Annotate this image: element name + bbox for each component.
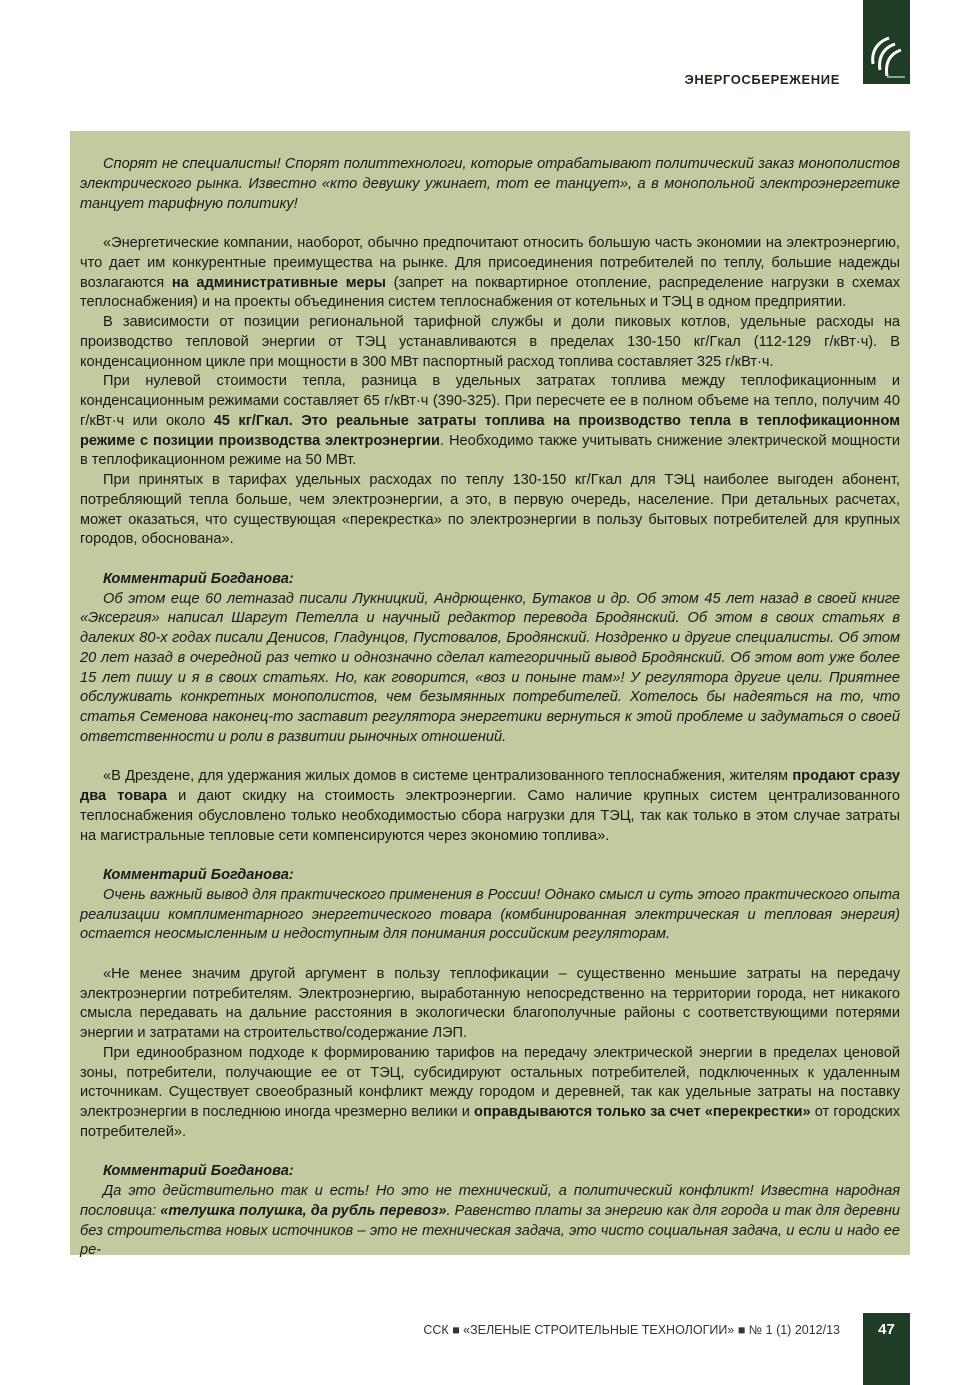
bold-text: на административные меры — [171, 274, 387, 291]
bold-text: «телушка полушка, да рубль перевоз» — [160, 1202, 447, 1219]
comment-heading — [80, 570, 900, 590]
text: . Равенство платы за энергию как для города и так для деревни без строительства новых источников – это не техническая задача, это чисто социальная задача, и если и надо ее ре- — [80, 1202, 900, 1259]
text: Спорят не специалисты! Спорят политтехнологи, которые отрабатывают политический заказ монополистов электрического рынка. Известно «кто девушку ужинает, тот ее танцует», а в монопольной электроэнергетике танцует тарифную политику! — [80, 156, 900, 212]
text: Очень важный вывод для практического применения в России! Однако смысл и суть этого практического опыта реализации комплиментарного энергетического товара (комбинированная электрическая и тепловая энергия) остается неосмысленным и недоступным для понимания российским регуляторам. — [80, 886, 900, 943]
comment-heading — [80, 1162, 900, 1182]
text: «В Дрездене, для удержания жилых домов в системе централизованного теплоснабжения, жителям — [103, 768, 793, 785]
text: «Не менее значим другой аргумент в пользу теплофикации – существенно меньшие затраты на передачу электроэнергии потребителям. Электроэнергию, выработанную непосредственно на территории города, нет никакого смысла передавать на дальние расстояния в экологически благополучные районы с соответствующими потерями энергии и затратами на строительство/содержание ЛЭП. — [80, 965, 900, 1041]
text: Да это действительно так и есть! Но это не технический, а политический конфликт! Известна народная пословица: — [80, 1183, 900, 1219]
header-tab — [863, 0, 910, 84]
text: В зависимости от позиции региональной тарифной службы и доли пиковых котлов, удельные расходы на производство тепловой энергии от ТЭЦ устанавливаются в пределах 130-150 кг/Гкал (112-129 г/кВт·ч). В конденсационном цикле при мощности в 300 МВт паспортный расход топлива составляет 325 г/кВт·ч. — [80, 314, 900, 370]
text: . Необходимо также учитывать снижение электрической мощности в теплофикационном режиме на 50 МВт. — [80, 432, 900, 469]
paragraph — [80, 471, 900, 550]
paragraph — [80, 155, 900, 214]
paragraph — [80, 1044, 900, 1143]
text: «Энергетические компании, наоборот, обычно предпочитают относить большую часть экономии на электроэнергию, что дает им конкурентные преимущества на рынке. Для присоединения потребителей по теплу, большие надежды возлагаются — [80, 235, 900, 291]
bold-text: продают сразу два товара — [80, 768, 900, 804]
text: При единообразном подходе к формированию тарифов на передачу электрической энергии в пределах ценовой зоны, потребители, получающие ее от ТЭЦ, субсидируют остальных потребителей, подключенных к удаленным источникам. Существует своеобразный конфликт между городом и деревней, так как удельные затраты на поставку электроэнергии в последнюю иногда чрезмерно велики и — [80, 1044, 900, 1120]
footer-journal: ССК ■ «ЗЕЛЕНЫЕ СТРОИТЕЛЬНЫЕ ТЕХНОЛОГИИ» ■ № 1 (1) 2012/13 — [423, 1323, 840, 1337]
text: от городских потребителей». — [80, 1104, 901, 1140]
text: Комментарий Богданова: — [103, 867, 294, 883]
page-number: 47 — [878, 1321, 895, 1338]
leaf-arcs-logo-icon — [869, 36, 905, 80]
paragraph — [80, 1182, 900, 1261]
page-tab — [863, 1313, 910, 1385]
article-body — [80, 155, 900, 1261]
paragraph — [80, 590, 900, 748]
comment-heading — [80, 866, 900, 886]
text: При нулевой стоимости тепла, разница в удельных затратах топлива между теплофикационным и конденсационным режимами составляет 65 г/кВт·ч (390-325). При пересчете ее в полном объеме на тепло, получим 40 г/кВт·ч или около — [80, 373, 900, 429]
text: Комментарий Богданова: — [103, 570, 294, 587]
text: и дают скидку на стоимость электроэнергии. Само наличие крупных систем централизованного теплоснабжения обусловлено только необходимостью сбора нагрузки для ТЭЦ, так как только в этом случае затраты на магистральные тепловые сети компенсируются через экономию топлива». — [80, 788, 900, 844]
bold-text: оправдываются только за счет «перекрестки» — [474, 1104, 811, 1120]
text: Комментарий Богданова: — [103, 1163, 294, 1180]
bold-text: 45 кг/Гкал. Это реальные затраты топлива на производство тепла в теплофикационном режиме с позиции производства электроэнергии — [80, 412, 901, 449]
paragraph — [80, 234, 900, 313]
text: Об этом еще 60 летназад писали Лукницкий, Андрющенко, Бутаков и др. Об этом 45 лет назад в своей книге «Эксергия» написал Шаргут Петелла и научный редактор перевода Бродянский. Об этом в своих статьях в далеких 80-х годах писали Денисов, Гладунцов, Пустовалов, Бродянский. Ноздренко и другие специалисты. Об этом 20 лет назад в очередной раз четко и однозначно сделал категоричный вывод Бродянский. Об этом вот уже более 15 лет пишу и я в своих статьях. Но, как говорится, «воз и поныне там»! У регулятора другие цели. Приятнее обслуживать конкретных монополистов, чем безымянных потребителей. Хотелось бы надеяться на то, что статья Семенова наконец-то заставит регулятора энергетики вернуться к этой проблеме и задуматься о своей ответственности и роли в развитии рыночных отношений. — [80, 590, 900, 745]
paragraph — [80, 886, 900, 945]
text: При принятых в тарифах удельных расходах по теплу 130-150 кг/Гкал для ТЭЦ наиболее выгоден абонент, потребляющий тепла больше, чем электроэнергии, а это, в первую очередь, население. При детальных расчетах, может оказаться, что существующая «перекрестка» по электроэнергии в пользу бытовых потребителей для крупных городов, обоснована». — [80, 472, 900, 548]
section-title: ЭНЕРГОСБЕРЕЖЕНИЕ — [684, 72, 840, 87]
paragraph — [80, 767, 900, 846]
paragraph — [80, 313, 900, 372]
text: (запрет на поквартирное отопление, распределение нагрузки в схемах теплоснабжения) и на проекты объединения систем теплоснабжения от котельных и ТЭЦ в одном предприятии. — [80, 274, 900, 311]
paragraph — [80, 965, 900, 1044]
paragraph — [80, 372, 900, 471]
